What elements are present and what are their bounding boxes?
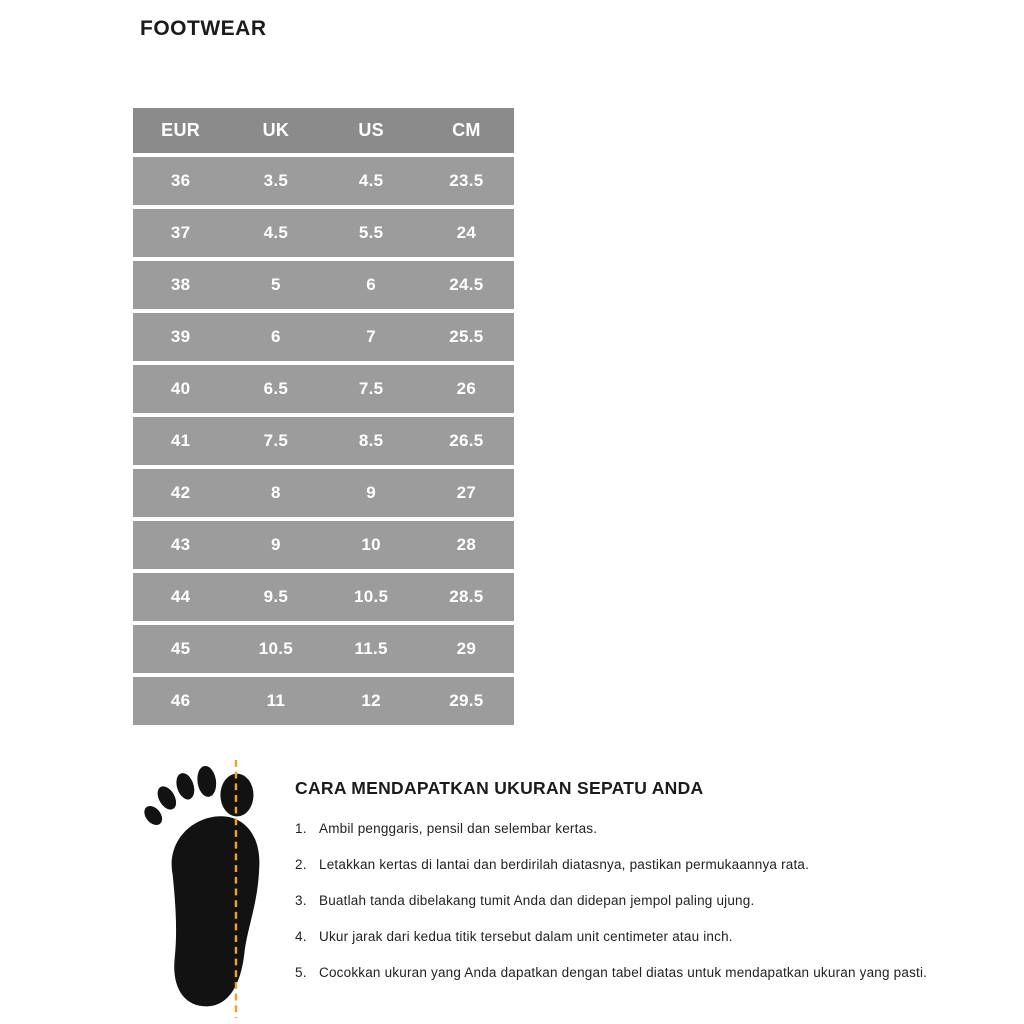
table-header-row xyxy=(133,108,514,153)
table-row xyxy=(133,365,514,413)
cell-uk: 11 xyxy=(266,691,286,710)
cell-eur: 44 xyxy=(170,587,191,606)
cell-us: 10 xyxy=(361,535,381,554)
table-row xyxy=(133,469,514,517)
cell-us: 10.5 xyxy=(353,587,389,606)
column-header-cm: CM xyxy=(452,120,481,140)
step-number: 3. xyxy=(295,892,307,908)
table-row xyxy=(133,157,514,205)
instruction-step xyxy=(295,893,955,910)
cell-us: 7.5 xyxy=(358,379,384,398)
cell-uk: 6.5 xyxy=(263,379,289,398)
step-text: Buatlah tanda dibelakang tumit Anda dan didepan jempol paling ujung. xyxy=(319,892,755,908)
cell-us: 4.5 xyxy=(358,171,384,190)
instruction-step xyxy=(295,821,955,838)
cell-eur: 40 xyxy=(170,379,191,398)
cell-uk: 7.5 xyxy=(263,431,289,450)
step-number: 4. xyxy=(295,928,307,944)
cell-cm: 29 xyxy=(456,639,477,658)
cell-cm: 28.5 xyxy=(449,587,484,606)
cell-eur: 42 xyxy=(170,483,191,502)
cell-cm: 24 xyxy=(456,223,477,242)
cell-us: 9 xyxy=(366,483,376,502)
table-row xyxy=(133,677,514,725)
step-text: Letakkan kertas di lantai dan berdirilah diatasnya, pastikan permukaannya rata. xyxy=(319,856,810,872)
cell-cm: 28 xyxy=(456,535,477,554)
cell-cm: 23.5 xyxy=(449,171,484,190)
cell-uk: 5 xyxy=(270,275,281,294)
table-row xyxy=(133,417,514,465)
cell-uk: 6 xyxy=(270,327,281,346)
step-number: 2. xyxy=(295,856,307,872)
cell-uk: 9.5 xyxy=(263,587,289,606)
measurement-guide xyxy=(295,778,955,1000)
cell-eur: 43 xyxy=(170,535,191,554)
cell-cm: 26.5 xyxy=(449,431,484,450)
cell-eur: 37 xyxy=(170,223,191,242)
step-number: 1. xyxy=(295,821,307,836)
cell-us: 7 xyxy=(366,327,376,346)
cell-us: 8.5 xyxy=(358,431,384,450)
cell-eur: 41 xyxy=(170,431,191,450)
foot-silhouette-icon xyxy=(128,760,268,1018)
column-header-us: US xyxy=(358,120,384,140)
cell-uk: 4.5 xyxy=(263,223,289,242)
column-header-uk: UK xyxy=(262,120,290,140)
cell-uk: 8 xyxy=(270,483,281,502)
guide-title: CARA MENDAPATKAN UKURAN SEPATU ANDA xyxy=(295,778,704,798)
step-text: Ukur jarak dari kedua titik tersebut dalam unit centimeter atau inch. xyxy=(319,928,733,944)
table-row xyxy=(133,625,514,673)
cell-eur: 36 xyxy=(170,171,191,190)
cell-cm: 24.5 xyxy=(449,275,484,294)
instruction-step xyxy=(295,857,955,874)
table-row xyxy=(133,521,514,569)
table-row xyxy=(133,313,514,361)
cell-eur: 45 xyxy=(170,639,191,658)
cell-eur: 39 xyxy=(170,327,191,346)
cell-us: 11.5 xyxy=(354,639,388,658)
step-number: 5. xyxy=(295,964,307,980)
step-text: Ambil penggaris, pensil dan selembar kertas. xyxy=(319,821,598,836)
page-title: FOOTWEAR xyxy=(140,17,267,40)
table-row xyxy=(133,209,514,257)
instruction-list xyxy=(295,821,955,981)
cell-uk: 10.5 xyxy=(258,639,294,658)
cell-cm: 27 xyxy=(456,483,477,502)
instruction-step xyxy=(295,965,955,982)
column-header-eur: EUR xyxy=(161,120,201,140)
cell-us: 6 xyxy=(366,275,376,294)
cell-cm: 26 xyxy=(456,379,477,398)
cell-cm: 29.5 xyxy=(449,691,484,710)
cell-eur: 38 xyxy=(170,275,191,294)
cell-us: 5.5 xyxy=(358,223,384,242)
cell-uk: 9 xyxy=(270,535,281,554)
cell-cm: 25.5 xyxy=(449,327,484,346)
cell-eur: 46 xyxy=(170,691,191,710)
cell-uk: 3.5 xyxy=(263,171,289,190)
instruction-step xyxy=(295,929,955,946)
size-conversion-table xyxy=(133,108,514,725)
table-row xyxy=(133,261,514,309)
table-row xyxy=(133,573,514,621)
cell-us: 12 xyxy=(361,691,381,710)
step-text: Cocokkan ukuran yang Anda dapatkan dengan tabel diatas untuk mendapatkan ukuran yang pasti. xyxy=(319,964,928,980)
